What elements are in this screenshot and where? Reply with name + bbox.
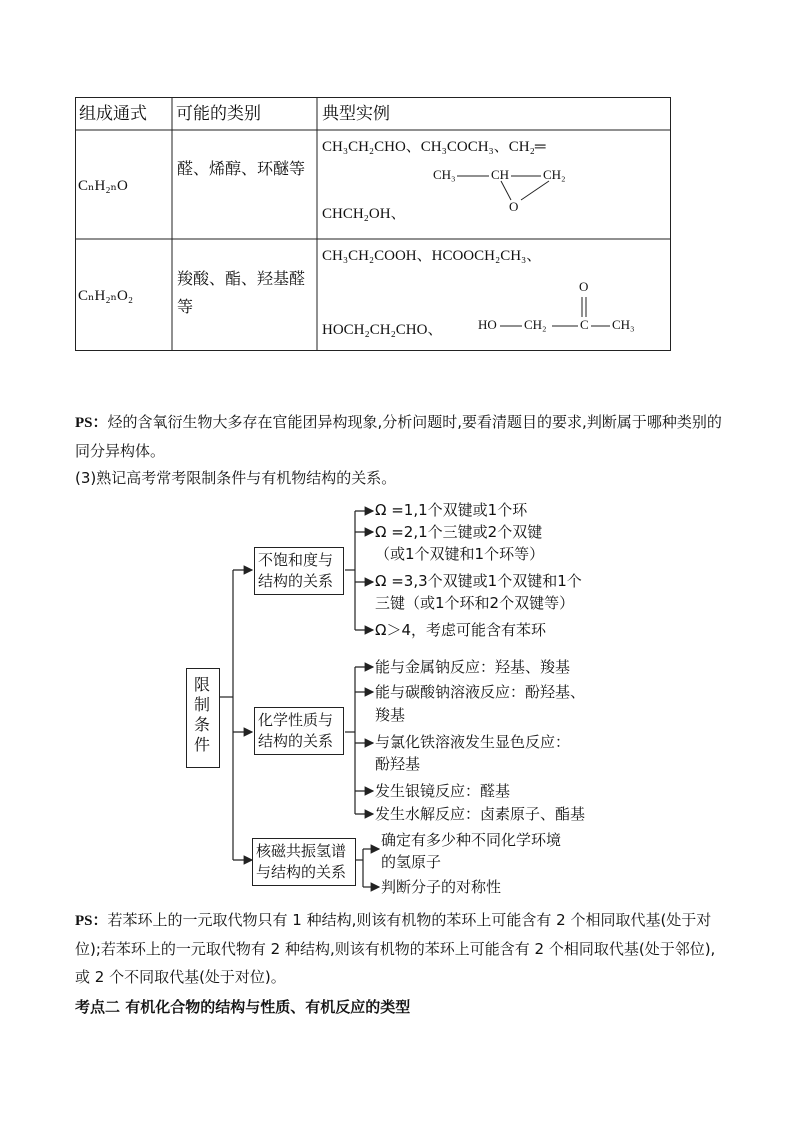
nmr-item: 判断分子的对称性: [381, 878, 502, 896]
row1-examples-line1: CH₃CH₂CHO、CH₃COCH₃、CH₂═: [322, 139, 546, 155]
struct-c: C: [580, 317, 589, 332]
row1-examples-line2: CHCH₂OH、: [322, 206, 406, 222]
unsat-item: Ω =2,1个三键或2个双键: [375, 523, 543, 541]
header-examples: 典型实例: [322, 104, 390, 124]
branch-chemical-property: 化学性质与结构的关系: [254, 707, 344, 755]
unsat-item: 三键（或1个环和2个双键等）: [375, 594, 575, 612]
chem-item: 能与金属钠反应：羟基、羧基: [375, 658, 571, 676]
struct-o: O: [509, 199, 519, 214]
struct-ch: CH: [491, 167, 510, 182]
chem-item: 发生水解反应：卤素原子、酯基: [375, 805, 586, 823]
nmr-item: 的氢原子: [381, 853, 442, 871]
nmr-item: 确定有多少种不同化学环境: [381, 831, 562, 849]
ps-note-2: [75, 906, 730, 991]
epoxide-bonds: [433, 167, 593, 222]
struct-ch3: CH₃: [433, 167, 456, 182]
ps-text-1: 烃的含氧衍生物大多存在官能团异构现象,分析问题时,要看清题目的要求,判断属于哪种类别的同分异构体。: [75, 413, 722, 460]
row2-examples-line2: HOCH₂CH₂CHO、: [322, 322, 443, 338]
row1-formula: CₙH₂ₙO: [78, 178, 128, 194]
section-heading: 考点二 有机化合物的结构与性质、有机反应的类型: [75, 998, 411, 1016]
struct-ester-ch3: CH₃: [612, 317, 635, 332]
chem-item: 羧基: [375, 706, 406, 724]
root-box: 限制条件: [186, 668, 220, 768]
chem-item: 能与碳酸钠溶液反应：酚羟基、: [375, 683, 586, 701]
ps-text-2: 若苯环上的一元取代物只有 1 种结构,则该有机物的苯环上可能含有 2 个相同取代基(处于对位);若苯环上的一元取代物有 2 种结构,则该有机物的苯环上可能含有 2 个相同取代基(处于邻位),或 2 个不同取代基(处于对位)。: [75, 911, 716, 986]
row2-formula: CₙH₂ₙO₂: [78, 288, 134, 304]
struct-ester-ch2: CH₂: [524, 317, 547, 332]
chem-item: 发生银镜反应：醛基: [375, 782, 511, 800]
chem-item: 与氯化铁溶液发生显色反应：: [375, 733, 571, 751]
unsat-item: Ω =3,3个双键或1个双键和1个: [375, 572, 582, 590]
row2-category: 羧酸、酯、羟基醛等: [177, 269, 306, 316]
struct-ch2: CH₂: [543, 167, 566, 182]
restriction-diagram: [183, 500, 653, 900]
ps-note-1: [75, 408, 730, 465]
formula-table: [75, 97, 671, 351]
ester-structure: [478, 277, 668, 337]
struct-ho: HO: [478, 317, 497, 332]
struct-carbonyl-o: O: [579, 279, 589, 294]
ps-label-2: PS：: [75, 913, 108, 929]
ester-bonds: [478, 277, 668, 337]
header-formula: 组成通式: [79, 104, 147, 124]
row1-category: 醛、烯醇、环醚等: [177, 159, 306, 178]
unsat-item: Ω＞4，考虑可能含有苯环: [375, 621, 547, 639]
epoxide-structure: [433, 167, 593, 222]
row2-examples-line1: CH₃CH₂COOH、HCOOCH₂CH₃、: [322, 248, 542, 264]
point-3: (3)熟记高考常考限制条件与有机物结构的关系。: [75, 469, 397, 487]
branch-unsaturation: 不饱和度与结构的关系: [254, 547, 344, 595]
unsat-item: （或1个双键和1个环等）: [375, 545, 545, 563]
header-category: 可能的类别: [176, 104, 261, 124]
unsat-item: Ω =1,1个双键或1个环: [375, 501, 528, 519]
branch-nmr: 核磁共振氢谱与结构的关系: [252, 838, 356, 886]
chem-item: 酚羟基: [375, 755, 421, 773]
ps-label-1: PS：: [75, 415, 108, 431]
